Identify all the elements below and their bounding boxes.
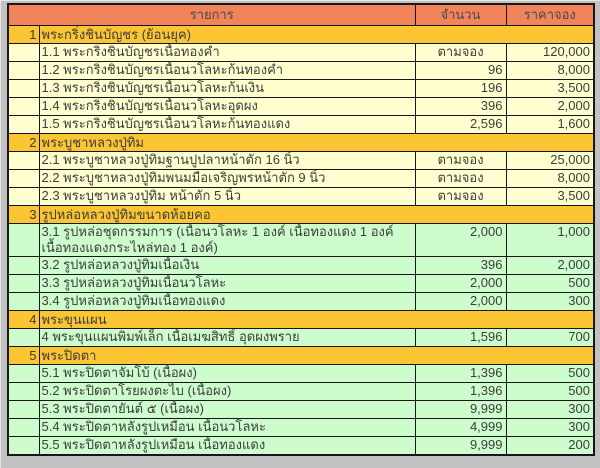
item-label-cell: 5.3 พระปิดตายันต์ ๕ (เนื้อผง) <box>39 401 415 419</box>
table-row <box>8 275 594 293</box>
price-cell: 1,600 <box>506 116 594 134</box>
section-number: 4 <box>8 311 39 329</box>
table-row <box>8 401 594 419</box>
table-row <box>8 419 594 437</box>
table-row <box>8 437 594 456</box>
item-label-cell: 3.1 รูปหล่อชุดกรรมการ (เนื้อนวโลหะ 1 องค์ เนื้อทองแดง 1 องค์ เนื้อทองแดงกระไหล่ทอง 1 องค์) <box>39 224 415 257</box>
quantity-cell: 1,396 <box>415 365 506 383</box>
price-cell: 300 <box>506 293 594 311</box>
quantity-cell: 1,396 <box>415 383 506 401</box>
quantity-cell: 9,999 <box>415 437 506 456</box>
item-label-cell: 3.3 รูปหล่อหลวงปู่ทิมเนื้อนวโลหะ <box>39 275 415 293</box>
price-cell: 500 <box>506 275 594 293</box>
column-header-item: รายการ <box>8 4 415 26</box>
section-number: 5 <box>8 347 39 365</box>
quantity-cell: 196 <box>415 80 506 98</box>
price-cell: 2,000 <box>506 98 594 116</box>
price-cell: 500 <box>506 365 594 383</box>
quantity-cell: ตามจอง <box>415 44 506 62</box>
row-number-cell <box>8 419 39 437</box>
section-header-row <box>8 26 594 44</box>
row-number-cell <box>8 170 39 188</box>
item-label-cell: 1.4 พระกริ่งชินบัญชรเนื้อนวโลหะอุดผง <box>39 98 415 116</box>
item-label-cell: 5.4 พระปิดตาหลังรูปเหมือน เนื้อนวโลหะ <box>39 419 415 437</box>
item-label-cell: 3.2 รูปหล่อหลวงปู่ทิมเนื้อเงิน <box>39 257 415 275</box>
section-number: 2 <box>8 134 39 152</box>
item-label-cell: 2.2 พระบูชาหลวงปู่ทิมพนมมือเจริญพรหน้าตัก 9 นิ้ว <box>39 170 415 188</box>
quantity-cell: 396 <box>415 98 506 116</box>
item-label-cell: 1.3 พระกริ่งชินบัญชรเนื้อนวโลหะก้นเงิน <box>39 80 415 98</box>
price-table <box>7 3 595 456</box>
section-header-row <box>8 347 594 365</box>
row-number-cell <box>8 188 39 206</box>
price-cell: 25,000 <box>506 152 594 170</box>
row-number-cell <box>8 62 39 80</box>
quantity-cell: 9,999 <box>415 401 506 419</box>
quantity-cell: 1,596 <box>415 329 506 347</box>
table-row <box>8 116 594 134</box>
row-number-cell <box>8 257 39 275</box>
row-number-cell <box>8 44 39 62</box>
table-row <box>8 152 594 170</box>
price-cell: 2,000 <box>506 257 594 275</box>
price-cell: 3,500 <box>506 80 594 98</box>
item-label-cell: 5.1 พระปิดตาจัมโบ้ (เนื้อผง) <box>39 365 415 383</box>
price-cell: 120,000 <box>506 44 594 62</box>
table-row <box>8 44 594 62</box>
section-title: พระปิดตา <box>39 347 594 365</box>
row-number-cell <box>8 293 39 311</box>
table-row <box>8 365 594 383</box>
item-label-cell: 1.5 พระกริ่งชินบัญชรเนื้อนวโลหะก้นทองแดง <box>39 116 415 134</box>
section-title: รูปหล่อหลวงปู่ทิมขนาดห้อยคอ <box>39 206 594 224</box>
table-row <box>8 62 594 80</box>
price-cell: 8,000 <box>506 62 594 80</box>
row-number-cell <box>8 365 39 383</box>
row-number-cell <box>8 383 39 401</box>
section-header-row <box>8 311 594 329</box>
column-header-quantity: จำนวน <box>415 4 506 26</box>
price-cell: 200 <box>506 437 594 456</box>
quantity-cell: 4,999 <box>415 419 506 437</box>
quantity-cell: 2,000 <box>415 275 506 293</box>
row-number-cell <box>8 80 39 98</box>
row-number-cell <box>8 98 39 116</box>
section-title: พระกริ่งชินบัญชร (ย้อนยุค) <box>39 26 594 44</box>
section-header-row <box>8 206 594 224</box>
section-number: 1 <box>8 26 39 44</box>
price-cell: 3,500 <box>506 188 594 206</box>
price-cell: 300 <box>506 401 594 419</box>
table-row <box>8 224 594 257</box>
item-label-cell: 1.1 พระกริ่งชินบัญชรเนื้อทองคำ <box>39 44 415 62</box>
row-number-cell <box>8 224 39 257</box>
table-row <box>8 257 594 275</box>
quantity-cell: 2,000 <box>415 293 506 311</box>
item-label-cell: 2.3 พระบูชาหลวงปู่ทิม หน้าตัก 5 นิ้ว <box>39 188 415 206</box>
quantity-cell: 396 <box>415 257 506 275</box>
quantity-cell: 2,596 <box>415 116 506 134</box>
item-label-cell: 4 พระขุนแผนพิมพ์เล็ก เนื้อเมฆสิทธิ์ อุดผงพราย <box>39 329 415 347</box>
quantity-cell: ตามจอง <box>415 188 506 206</box>
quantity-cell: ตามจอง <box>415 152 506 170</box>
item-label-cell: 2.1 พระบูชาหลวงปู่ทิมฐานปูปลาหน้าตัก 16 นิ้ว <box>39 152 415 170</box>
row-number-cell <box>8 152 39 170</box>
row-number-cell <box>8 116 39 134</box>
row-number-cell <box>8 329 39 347</box>
item-label-cell: 1.2 พระกริ่งชินบัญชรเนื้อนวโลหะก้นทองคำ <box>39 62 415 80</box>
price-cell: 300 <box>506 419 594 437</box>
row-number-cell <box>8 275 39 293</box>
section-number: 3 <box>8 206 39 224</box>
table-row <box>8 293 594 311</box>
quantity-cell: 2,000 <box>415 224 506 257</box>
quantity-cell: ตามจอง <box>415 170 506 188</box>
table-row <box>8 80 594 98</box>
table-row <box>8 170 594 188</box>
section-title: พระบูชาหลวงปู่ทิม <box>39 134 594 152</box>
item-label-cell: 5.2 พระปิดตาโรยผงตะไบ (เนื้อผง) <box>39 383 415 401</box>
price-cell: 8,000 <box>506 170 594 188</box>
table-row <box>8 188 594 206</box>
table-row <box>8 98 594 116</box>
price-cell: 1,000 <box>506 224 594 257</box>
section-title: พระขุนแผน <box>39 311 594 329</box>
price-cell: 700 <box>506 329 594 347</box>
item-label-cell: 5.5 พระปิดตาหลังรูปเหมือน เนื้อทองแดง <box>39 437 415 456</box>
price-cell: 500 <box>506 383 594 401</box>
row-number-cell <box>8 401 39 419</box>
row-number-cell <box>8 437 39 456</box>
section-header-row <box>8 134 594 152</box>
table-header-row <box>8 4 594 26</box>
quantity-cell: 96 <box>415 62 506 80</box>
column-header-price: ราคาจอง <box>506 4 594 26</box>
table-row <box>8 383 594 401</box>
table-row <box>8 329 594 347</box>
item-label-cell: 3.4 รูปหล่อหลวงปู่ทิมเนื้อทองแดง <box>39 293 415 311</box>
